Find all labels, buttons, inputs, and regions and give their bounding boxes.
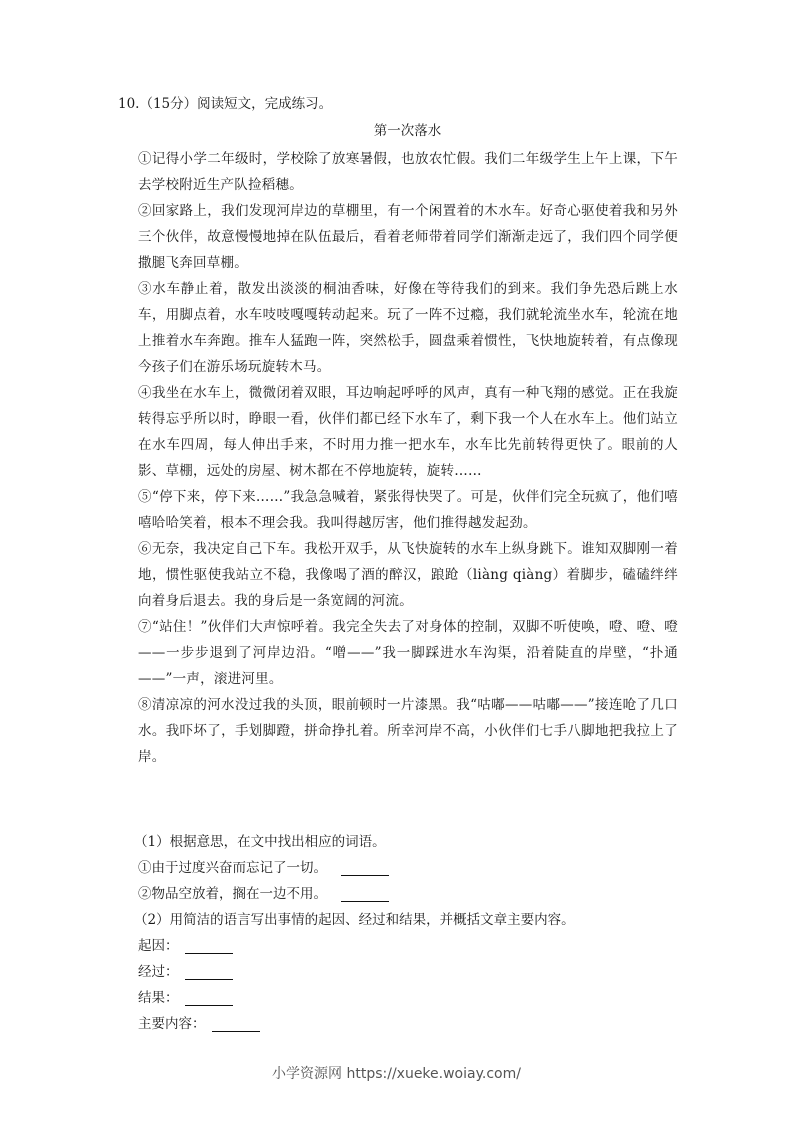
answer-blank-2[interactable]	[341, 887, 389, 902]
paragraph-5: ⑤“停下来，停下来……”我急急喊着，紧张得快哭了。可是，伙伴们完全玩疯了，他们嘻嘻哈哈笑着，根本不理会我。我叫得越厉害，他们推得越发起劲。	[138, 489, 678, 531]
process-blank[interactable]	[185, 965, 233, 980]
paragraph-3: ③水车静止着，散发出淡淡的桐油香味，好像在等待我们的到来。我们争先恐后跳上水车，用脚点着，水车吱吱嘎嘎转动起来。玩了一阵不过瘾，我们就轮流坐水车，轮流在地上推着水车奔跑。推车人猛跑一阵，突然松手，圆盘乘着惯性，飞快地旋转着，有点像现今孩子们在游乐场玩旋转木马。	[138, 281, 678, 375]
part1-item-1-text: ①由于过度兴奋而忘记了一切。	[138, 860, 327, 876]
paragraph-2: ②回家路上，我们发现河岸边的草棚里，有一个闲置着的木水车。好奇心驱使着我和另外三个伙伴，故意慢慢地掉在队伍最后，看着老师带着同学们渐渐走远了，我们四个同学便撒腿飞奔回草棚。	[138, 203, 678, 271]
part1-item-2	[138, 881, 678, 907]
result-blank[interactable]	[185, 991, 233, 1006]
answer-blank-1[interactable]	[341, 861, 389, 876]
part1-prompt: （1）根据意思，在文中找出相应的词语。	[134, 834, 386, 850]
summary-blank[interactable]	[212, 1017, 260, 1032]
part2-process	[138, 959, 678, 985]
part1-item-2-text: ②物品空放着，搁在一边不用。	[138, 886, 327, 902]
question-header: 10.（15分）阅读短文，完成练习。	[118, 96, 333, 112]
result-label: 结果：	[138, 990, 179, 1006]
paragraph-7: ⑦“站住！”伙伴们大声惊呼着。我完全失去了对身体的控制，双脚不听使唤，噔、噔、噔——一步步退到了河岸边沿。“噌——”我一脚踩进水车沟渠，沿着陡直的岸壁，“扑通——”一声，滚进河里。	[138, 619, 678, 687]
part2-summary	[138, 1011, 678, 1037]
part1-item-1	[138, 855, 678, 881]
cause-label: 起因：	[138, 938, 179, 954]
part2-cause	[138, 933, 678, 959]
part2-prompt: （2）用简洁的语言写出事情的起因、经过和结果，并概括文章主要内容。	[134, 912, 575, 928]
article-body	[138, 146, 678, 770]
article-title: 第一次落水	[373, 123, 442, 139]
footer-watermark: 小学资源网 https://xueke.woiay.com/	[272, 1066, 521, 1082]
summary-label: 主要内容：	[138, 1016, 206, 1032]
part2-result	[138, 985, 678, 1011]
paragraph-1: ①记得小学二年级时，学校除了放寒暑假，也放农忙假。我们二年级学生上午上课，下午去学校附近生产队捡稻穗。	[138, 151, 678, 193]
exercise-section	[134, 829, 678, 1037]
paragraph-8: ⑧清凉凉的河水没过我的头顶，眼前顿时一片漆黑。我“咕嘟——咕嘟——”接连呛了几口水。我吓坏了，手划脚蹬，拼命挣扎着。所幸河岸不高，小伙伴们七手八脚地把我拉上了岸。	[138, 697, 678, 765]
process-label: 经过：	[138, 964, 179, 980]
cause-blank[interactable]	[185, 939, 233, 954]
paragraph-4: ④我坐在水车上，微微闭着双眼，耳边响起呼呼的风声，真有一种飞翔的感觉。正在我旋转得忘乎所以时，睁眼一看，伙伴们都已经下水车了，剩下我一个人在水车上。他们站立在水车四周，每人伸出手来，不时用力推一把水车，水车比先前转得更快了。眼前的人影、草棚，远处的房屋、树木都在不停地旋转，旋转……	[138, 385, 678, 479]
paragraph-6: ⑥无奈，我决定自己下车。我松开双手，从飞快旋转的水车上纵身跳下。谁知双脚刚一着地，惯性驱使我站立不稳，我像喝了酒的醉汉，踉跄（liàng qiàng）着脚步，磕磕绊绊向着身后退去。我的身后是一条宽阔的河流。	[138, 541, 678, 609]
